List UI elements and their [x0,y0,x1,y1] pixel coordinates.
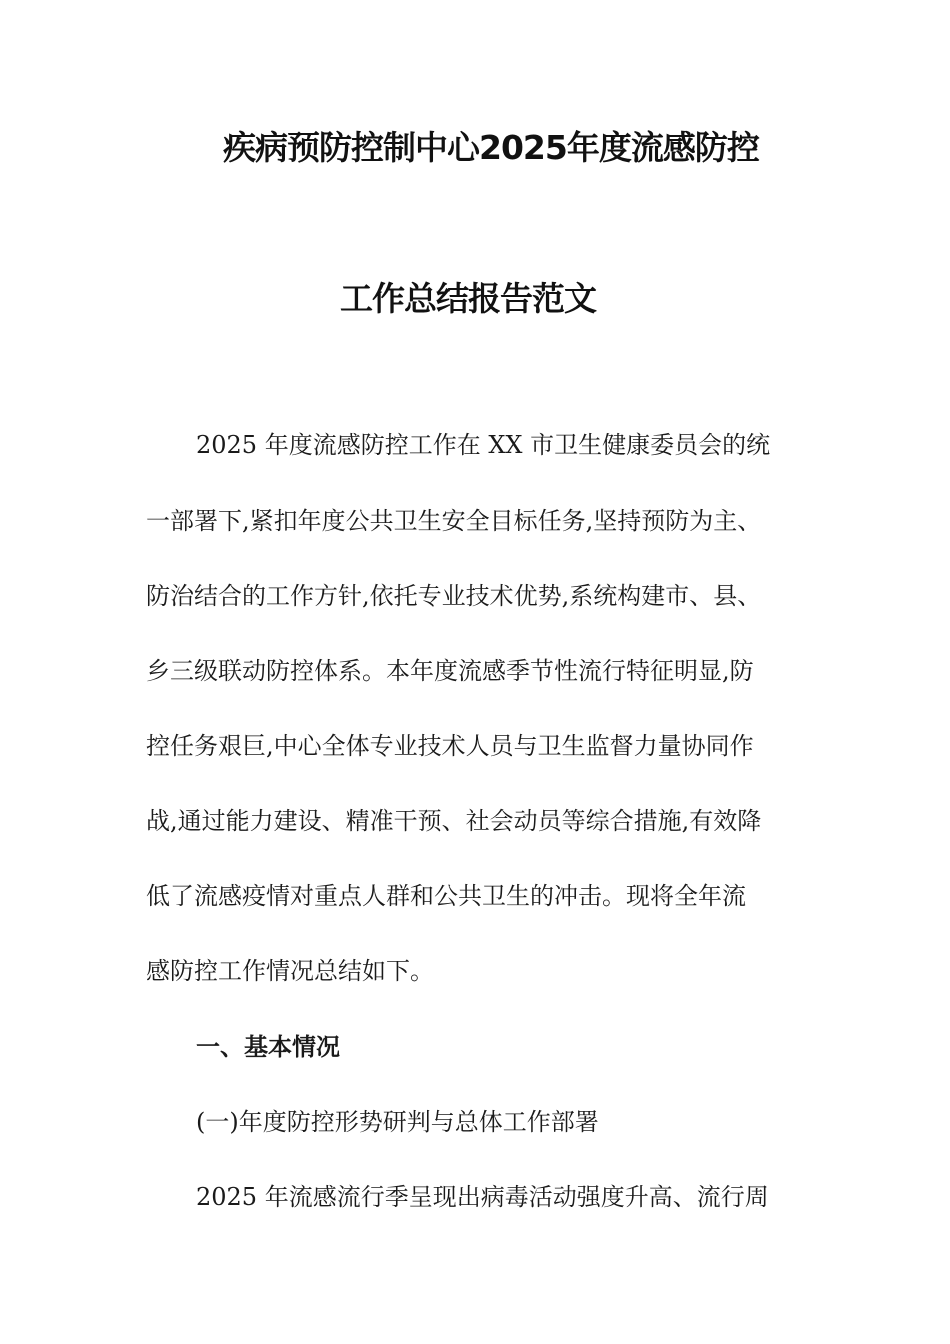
body-paragraph-line: 低了流感疫情对重点人群和公共卫生的冲击。现将全年流 [146,882,746,910]
section-heading: 一、基本情况 [196,1032,340,1061]
body-paragraph-line: 防治结合的工作方针,依托专业技术优势,系统构建市、县、 [146,582,762,610]
subsection-heading: (一)年度防控形势研判与总体工作部署 [196,1108,599,1136]
body-paragraph-line: 战,通过能力建设、精准干预、社会动员等综合措施,有效降 [146,807,762,835]
body-paragraph-line: 2025 年度流感防控工作在 XX 市卫生健康委员会的统 [196,431,771,459]
body-paragraph-line: 乡三级联动防控体系。本年度流感季节性流行特征明显,防 [146,657,754,685]
document-title-line-1: 疾病预防控制中心2025年度流感防控 [223,128,759,167]
document-title-line-2: 工作总结报告范文 [340,279,596,318]
body-paragraph-line: 一部署下,紧扣年度公共卫生安全目标任务,坚持预防为主、 [146,507,762,535]
body-paragraph-line: 感防控工作情况总结如下。 [146,957,434,985]
body-paragraph-line: 2025 年流感流行季呈现出病毒活动强度升高、流行周 [196,1183,769,1211]
body-paragraph-line: 控任务艰巨,中心全体专业技术人员与卫生监督力量协同作 [146,732,754,760]
